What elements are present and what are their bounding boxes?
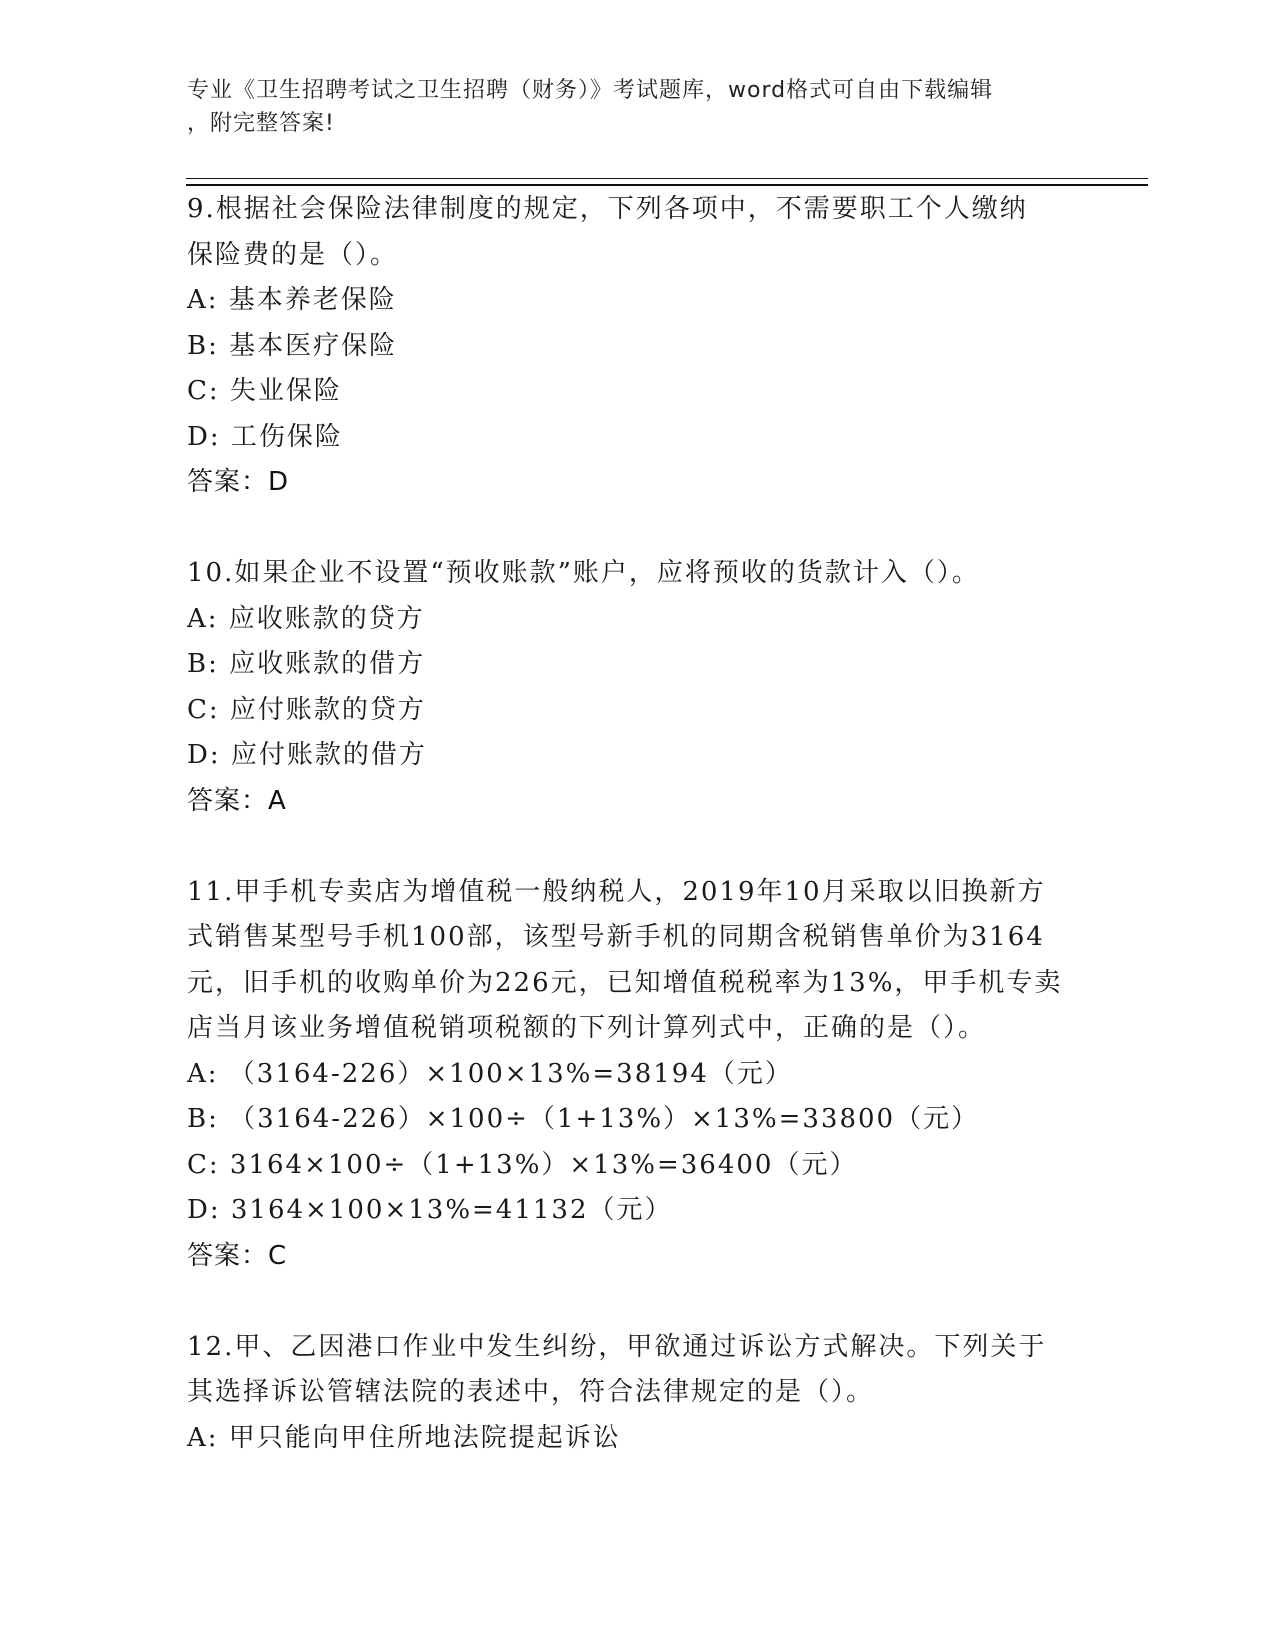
- header-divider-thick: [186, 184, 1148, 186]
- question-text-line: 9.根据社会保险法律制度的规定，下列各项中，不需要职工个人缴纳: [187, 194, 1028, 224]
- question-text-line: 其选择诉讼管辖法院的表述中，符合法律规定的是（）。: [187, 1377, 875, 1407]
- question-text-line: 元，旧手机的收购单价为226元，已知增值税税率为13%，甲手机专卖: [187, 967, 1063, 998]
- question-text-line: 店当月该业务增值税销项税额的下列计算列式中，正确的是（）。: [187, 1013, 987, 1043]
- option-b: B: （3164-226）×100÷（1+13%）×13%=33800（元）: [187, 1104, 980, 1134]
- option-c: C: 失业保险: [187, 376, 342, 406]
- option-d: D: 应付账款的借方: [187, 740, 427, 770]
- option-a: A: 应收账款的贷方: [187, 603, 425, 634]
- option-c: C: 应付账款的贷方: [187, 694, 426, 725]
- question-spacer: [187, 1279, 1087, 1325]
- question-11: [187, 870, 1087, 1280]
- header-divider-thin: [186, 178, 1148, 179]
- question-text-line: 10.如果企业不设置“预收账款”账户，应将预收的货款计入（）。: [187, 558, 980, 588]
- header-line-2: ，附完整答案!: [187, 111, 335, 136]
- question-12: [187, 1325, 1087, 1462]
- question-text-line: 11.甲手机专卖店为增值税一般纳税人，2019年10月采取以旧换新方: [187, 876, 1046, 907]
- question-10: [187, 551, 1087, 824]
- answer-line: 答案：A: [187, 785, 287, 816]
- answer-line: 答案：D: [187, 467, 290, 497]
- question-spacer: [187, 824, 1087, 870]
- answer-line: 答案：C: [187, 1240, 288, 1271]
- question-9: [187, 187, 1087, 506]
- option-d: D: 3164×100×13%=41132（元）: [187, 1195, 673, 1225]
- question-text-line: 式销售某型号手机100部，该型号新手机的同期含税销售单价为3164: [187, 922, 1045, 952]
- option-d: D: 工伤保险: [187, 421, 343, 452]
- option-b: B: 应收账款的借方: [187, 649, 426, 679]
- question-list: [187, 187, 1087, 1461]
- question-text-line: 12.甲、乙因港口作业中发生纠纷，甲欲通过诉讼方式解决。下列关于: [187, 1331, 1047, 1362]
- option-c: C: 3164×100÷（1+13%）×13%=36400（元）: [187, 1149, 858, 1180]
- option-a: A: （3164-226）×100×13%=38194（元）: [187, 1058, 793, 1089]
- option-a: A: 基本养老保险: [187, 285, 397, 315]
- header-line-1: 专业《卫生招聘考试之卫生招聘（财务）》考试题库，word格式可自由下载编辑: [187, 78, 994, 103]
- question-spacer: [187, 506, 1087, 552]
- document-header: [187, 74, 1067, 140]
- option-a: A: 甲只能向甲住所地法院提起诉讼: [187, 1422, 621, 1453]
- option-b: B: 基本医疗保险: [187, 330, 398, 361]
- question-text-line: 保险费的是（）。: [187, 239, 399, 270]
